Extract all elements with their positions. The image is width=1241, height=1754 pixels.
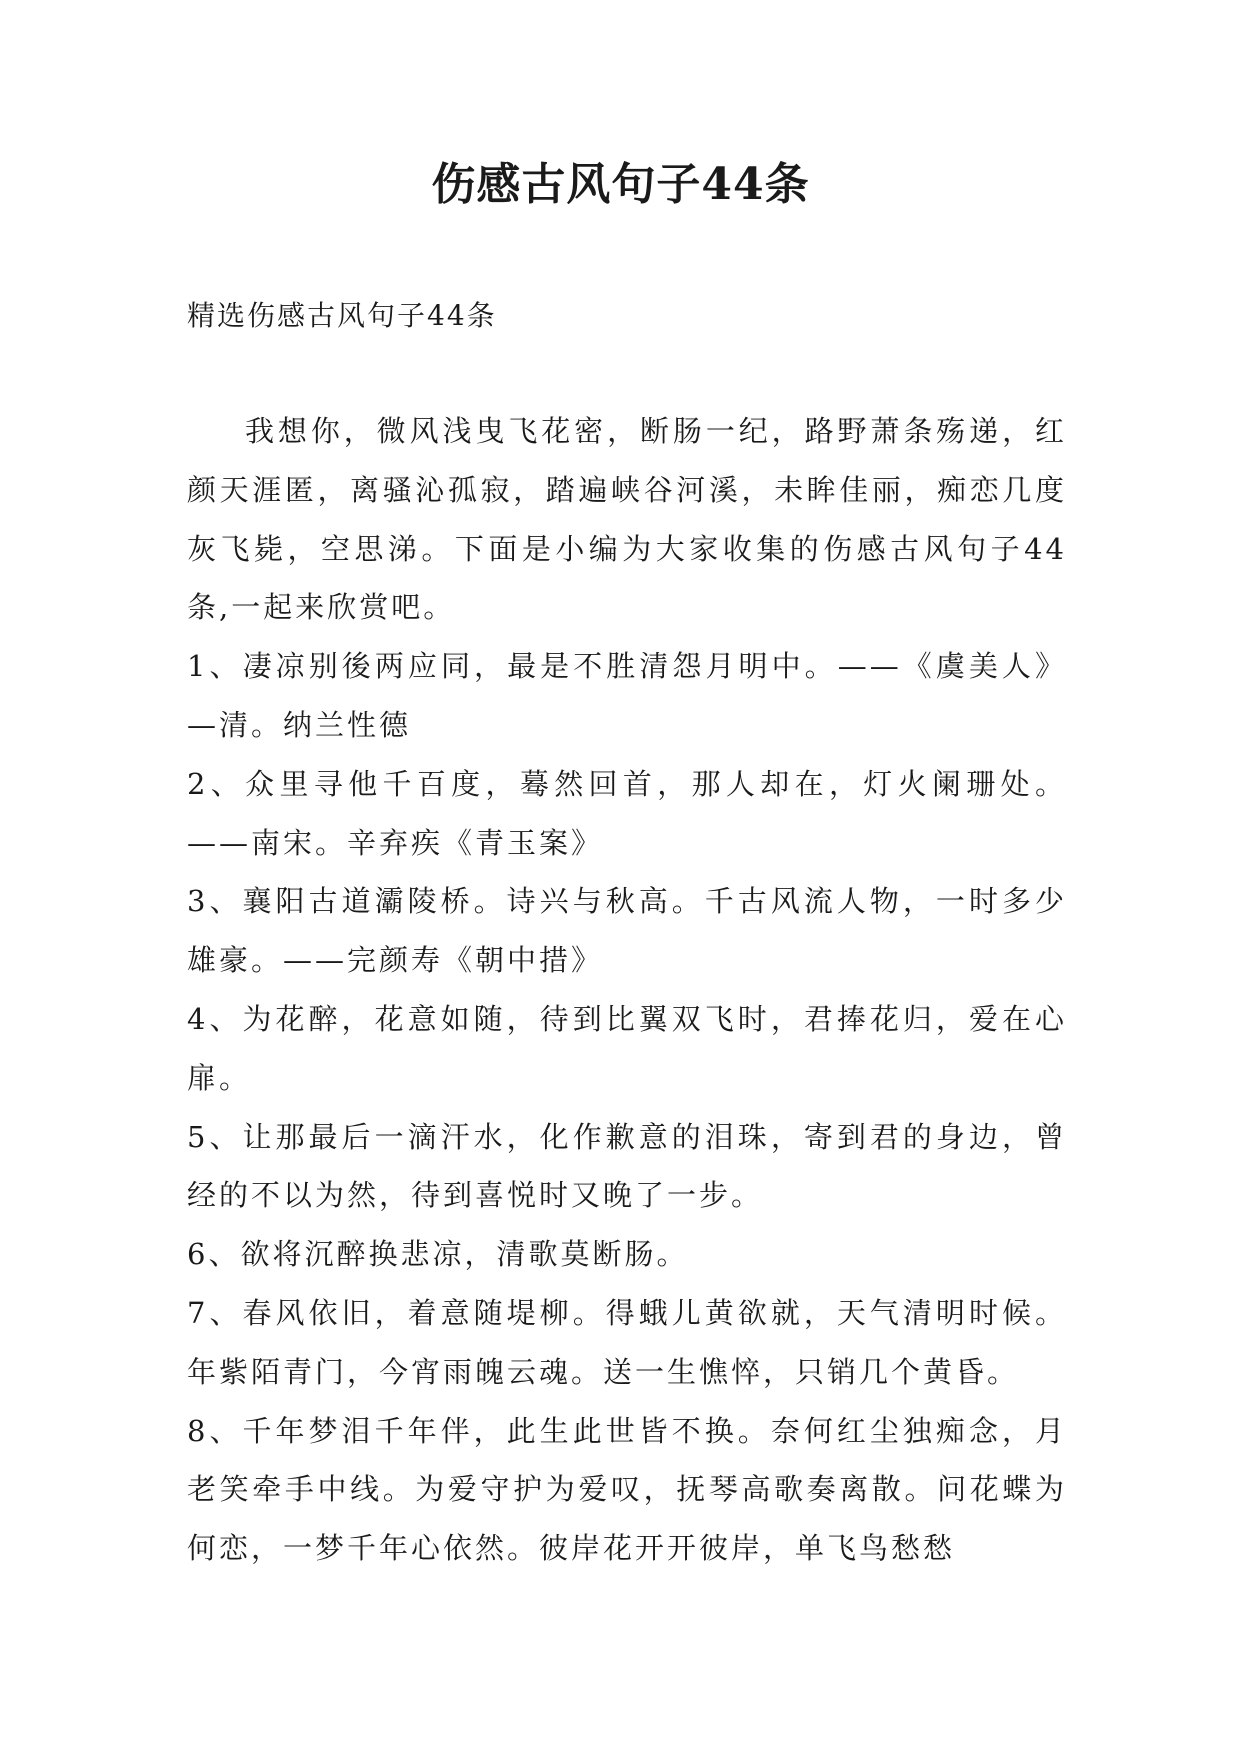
list-item: 2、众里寻他千百度，蓦然回首，那人却在，灯火阑珊处。——南宋。辛弃疾《青玉案》: [187, 766, 1067, 860]
document-body: [187, 402, 1067, 1578]
list-item: 1、凄凉别後两应同，最是不胜清怨月明中。——《虞美人》—清。纳兰性德: [187, 649, 1067, 742]
list-item: 7、春风依旧，着意随堤柳。得蛾儿黄欲就，天气清明时候。年紫陌青门，今宵雨魄云魂。送一生憔悴，只销几个黄昏。: [187, 1295, 1067, 1389]
list-item: 4、为花醉，花意如随，待到比翼双飞时，君捧花归，爱在心扉。: [187, 1001, 1067, 1095]
list-item: 3、襄阳古道灞陵桥。诗兴与秋高。千古风流人物，一时多少雄豪。——完颜寿《朝中措》: [187, 884, 1067, 978]
list-item: 8、千年梦泪千年伴，此生此世皆不换。奈何红尘独痴念，月老笑牵手中线。为爱守护为爱叹，抚琴高歌奏离散。问花蝶为何恋，一梦千年心依然。彼岸花开开彼岸，单飞鸟愁愁: [187, 1413, 1067, 1566]
document-title: 伤感古风句子44条: [431, 159, 810, 210]
list-item: 5、让那最后一滴汗水，化作歉意的泪珠，寄到君的身边，曾经的不以为然，待到喜悦时又晚了一步。: [187, 1119, 1067, 1213]
list-item: 6、欲将沉醉换悲凉，清歌莫断肠。: [187, 1237, 689, 1272]
intro-paragraph: 我想你，微风浅曳飞花密，断肠一纪，路野萧条殇递，红颜天涯匿，离骚沁孤寂，踏遍峡谷河溪，未眸佳丽，痴恋几度灰飞毙，空思涕。下面是小编为大家收集的伤感古风句子44条,一起来欣赏吧。: [187, 414, 1067, 625]
document-subtitle: 精选伤感古风句子44条: [187, 299, 497, 332]
